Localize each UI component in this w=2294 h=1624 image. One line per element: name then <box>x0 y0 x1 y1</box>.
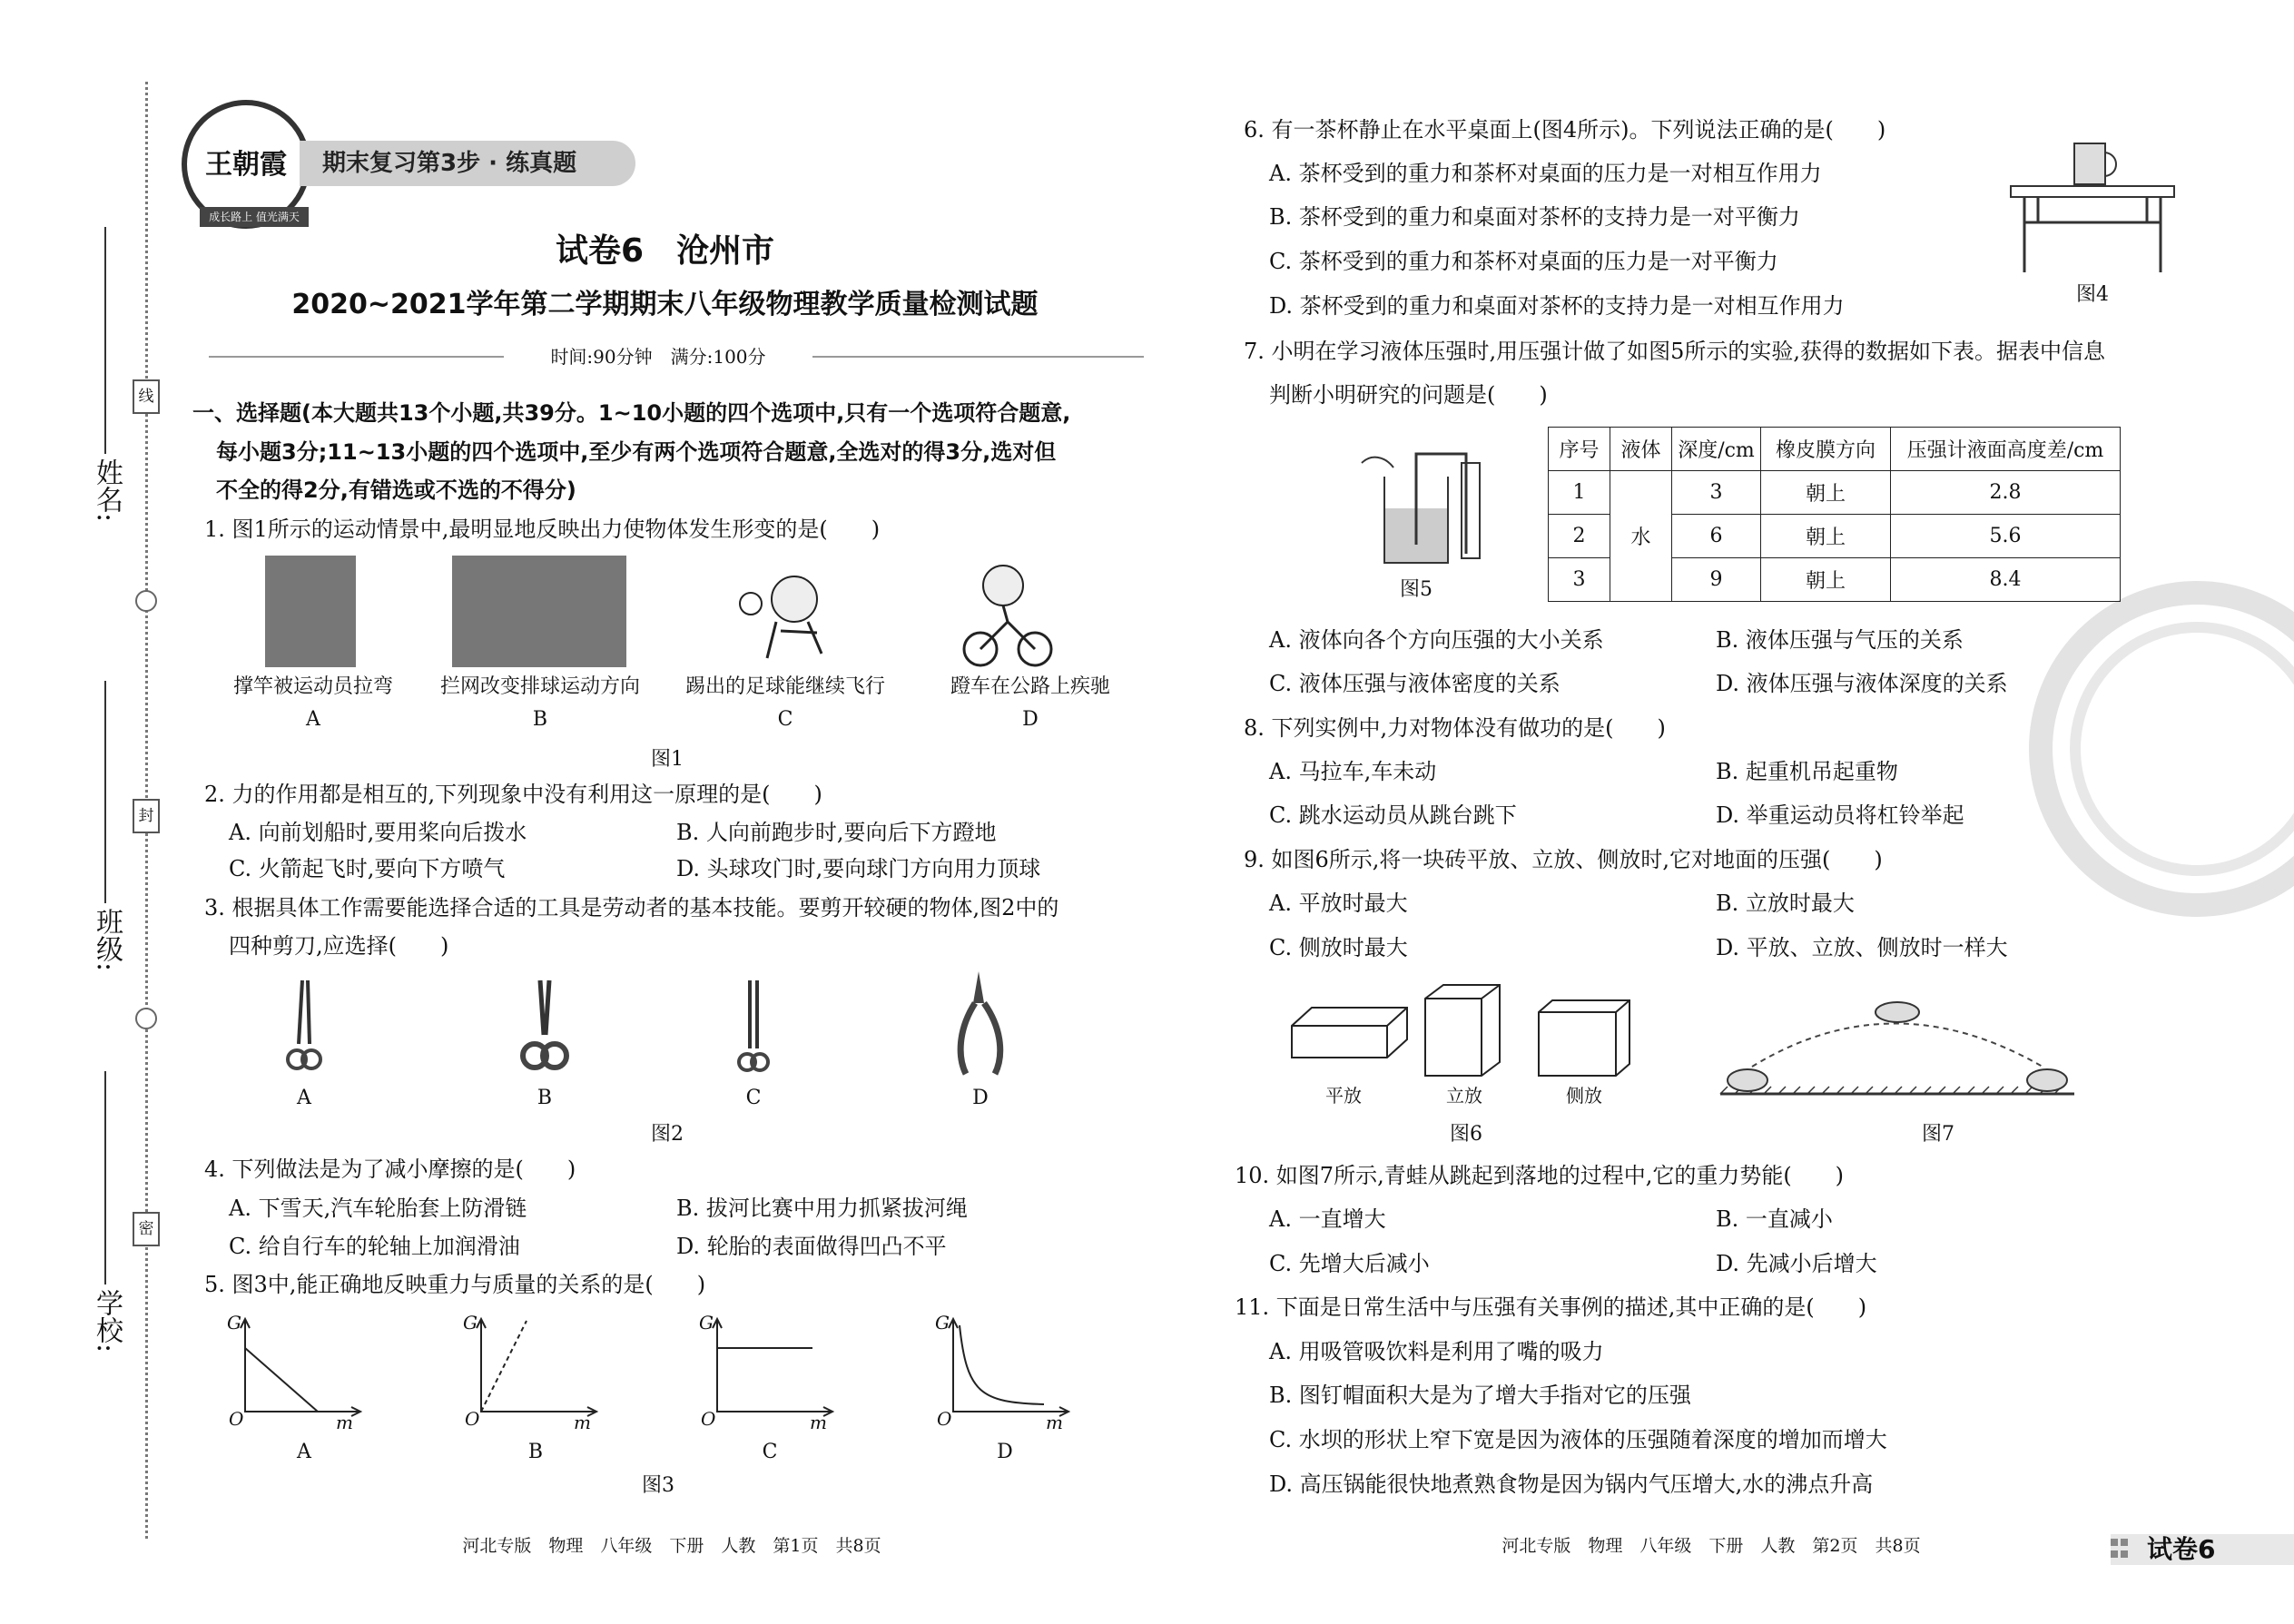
graph-c-origin: O <box>701 1408 716 1430</box>
q6-option-b: B. 茶杯受到的重力和桌面对茶杯的支持力是一对平衡力 <box>1269 204 1800 230</box>
q10-option-a: A. 一直增大 <box>1269 1206 1386 1232</box>
volleyball-photo <box>452 556 626 667</box>
liquid-cell: 水 <box>1610 471 1672 602</box>
q1-option-b-caption: 拦网改变排球运动方向 <box>439 675 640 698</box>
header-cell: 橡皮膜方向 <box>1761 428 1891 471</box>
q7-option-b: B. 液体压强与气压的关系 <box>1716 627 1964 653</box>
margin-dot-2 <box>135 1008 157 1029</box>
q9-option-d: D. 平放、立放、侧放时一样大 <box>1716 935 2008 960</box>
header-cell: 压强计液面高度差/cm <box>1891 428 2121 471</box>
q2-option-d: D. 头球攻门时,要向球门方向用力顶球 <box>676 856 1041 881</box>
q5-stem: 5. 图3中,能正确地反映重力与质量的关系的是( ) <box>204 1272 706 1297</box>
graph-b-m-label: m <box>574 1412 591 1433</box>
q2-option-c: C. 火箭起飞时,要向下方喷气 <box>229 856 506 881</box>
q10-stem: 10. 如图7所示,青蛙从跳起到落地的过程中,它的重力势能( ) <box>1235 1163 1845 1188</box>
q11-option-c: C. 水坝的形状上窄下宽是因为液体的压强随着深度的增加而增大 <box>1269 1427 1887 1452</box>
q7-stem-line-2: 判断小明研究的问题是( ) <box>1269 382 1548 408</box>
q9-option-a: A. 平放时最大 <box>1269 891 1408 916</box>
footer-tag-dots <box>2111 1539 2129 1560</box>
q11-option-a: A. 用吸管吸饮料是利用了嘴的吸力 <box>1269 1339 1604 1364</box>
q2-option-b: B. 人向前跑步时,要向后下方蹬地 <box>676 820 997 845</box>
q10-option-c: C. 先增大后减小 <box>1269 1251 1430 1276</box>
q1-letter-b: B <box>532 708 548 731</box>
graph-a-g-label: G <box>227 1312 241 1334</box>
graph-d-origin: O <box>937 1408 952 1430</box>
q9-option-c: C. 侧放时最大 <box>1269 935 1408 960</box>
graph-b-g-label: G <box>463 1312 478 1334</box>
q8-option-c: C. 跳水运动员从跳台跳下 <box>1269 802 1517 828</box>
q1-letter-a: A <box>306 708 320 731</box>
q4-option-c: C. 给自行车的轮轴上加润滑油 <box>229 1234 520 1259</box>
school-label: 学校: <box>91 1289 123 1353</box>
footer-tag: 试卷6 <box>2147 1534 2216 1564</box>
footer-right: 河北专版 物理 八年级 下册 人教 第2页 共8页 <box>1501 1536 1921 1556</box>
table-cell: 2.8 <box>1891 471 2121 515</box>
figure-4-caption: 图4 <box>2076 283 2109 306</box>
scissors-c-icon <box>735 976 772 1076</box>
graph-a-m-label: m <box>336 1412 353 1433</box>
q7-option-c: C. 液体压强与液体密度的关系 <box>1269 671 1561 696</box>
q4-option-d: D. 轮胎的表面做得凹凸不平 <box>676 1234 947 1259</box>
graph-c-g-label: G <box>699 1312 714 1334</box>
q9-option-b: B. 立放时最大 <box>1716 891 1855 916</box>
figure-1-caption: 图1 <box>651 748 684 771</box>
brick-upright-label: 立放 <box>1446 1085 1482 1107</box>
q6-option-c: C. 茶杯受到的重力和茶杯对桌面的压力是一对平衡力 <box>1269 249 1778 274</box>
q2-stem: 2. 力的作用都是相互的,下列现象中没有利用这一原理的是( ) <box>204 782 822 807</box>
q3-letter-a: A <box>297 1087 311 1109</box>
pressure-data-table <box>1548 427 2121 602</box>
q3-stem-line-2: 四种剪刀,应选择( ) <box>229 933 449 959</box>
q6-option-d: D. 茶杯受到的重力和桌面对茶杯的支持力是一对相互作用力 <box>1269 293 1845 319</box>
graph-b-origin: O <box>465 1408 480 1430</box>
name-underline <box>104 227 106 454</box>
football-cartoon <box>731 558 840 672</box>
name-label: 姓名: <box>91 458 123 523</box>
q9-stem: 9. 如图6所示,将一块砖平放、立放、侧放时,它对地面的压强( ) <box>1244 847 1883 872</box>
figure-2-caption: 图2 <box>651 1123 684 1146</box>
paper-title: 试卷6 沧州市 <box>555 232 775 270</box>
q3-letter-b: B <box>537 1087 553 1109</box>
q8-stem: 8. 下列实例中,力对物体没有做功的是( ) <box>1244 715 1666 741</box>
table-cell: 朝上 <box>1761 515 1891 558</box>
table-cell: 1 <box>1549 471 1610 515</box>
graph-c-m-label: m <box>810 1412 827 1433</box>
table-cell: 5.6 <box>1891 515 2121 558</box>
header-cell: 深度/cm <box>1672 428 1761 471</box>
figure-7-caption: 图7 <box>1922 1123 1954 1146</box>
table-cell: 朝上 <box>1761 471 1891 515</box>
paper-subtitle: 2020~2021学年第二学期期末八年级物理教学质量检测试题 <box>291 289 1039 320</box>
q5-letter-a: A <box>297 1441 311 1463</box>
q8-option-a: A. 马拉车,车未动 <box>1269 759 1437 784</box>
section-line-3: 不全的得2分,有错选或不选的不得分) <box>216 477 576 503</box>
cycling-cartoon <box>953 558 1062 672</box>
table-row <box>1549 471 2121 515</box>
table-header-row <box>1549 428 2121 471</box>
frog-jump-figure <box>1711 989 2079 1107</box>
q11-stem: 11. 下面是日常生活中与压强有关事例的描述,其中正确的是( ) <box>1235 1294 1867 1320</box>
q10-option-b: B. 一直减小 <box>1716 1206 1833 1232</box>
q3-letter-d: D <box>972 1087 989 1109</box>
graph-a-origin: O <box>229 1408 244 1430</box>
q10-option-d: D. 先减小后增大 <box>1716 1251 1877 1276</box>
seal-word-1: 线 <box>133 379 160 414</box>
header-cell: 序号 <box>1549 428 1610 471</box>
q7-option-d: D. 液体压强与液体深度的关系 <box>1716 671 2008 696</box>
q1-option-d-caption: 蹬车在公路上疾驰 <box>950 675 1110 698</box>
q8-option-d: D. 举重运动员将杠铃举起 <box>1716 802 1964 828</box>
q5-letter-c: C <box>762 1441 778 1463</box>
q1-stem: 1. 图1所示的运动情景中,最明显地反映出力使物体发生形变的是( ) <box>204 517 881 542</box>
class-label: 班级: <box>91 908 123 972</box>
section-line-2: 每小题3分;11~13小题的四个选项中,至少有两个选项符合题意,全选对的得3分,选对但 <box>216 439 1057 465</box>
figure-3-caption: 图3 <box>642 1474 674 1497</box>
table-cell: 3 <box>1672 471 1761 515</box>
graph-d-m-label: m <box>1046 1412 1063 1433</box>
pressure-gauge-figure <box>1344 436 1498 572</box>
time-info: 时间:90分钟 满分:100分 <box>504 343 812 370</box>
q1-letter-d: D <box>1022 708 1039 731</box>
q11-option-d: D. 高压锅能很快地煮熟食物是因为锅内气压增大,水的沸点升高 <box>1269 1471 1874 1497</box>
q7-stem-line-1: 7. 小明在学习液体压强时,用压强计做了如图5所示的实验,获得的数据如下表。据表中信息 <box>1244 339 2106 364</box>
table-cell: 6 <box>1672 515 1761 558</box>
figure-5-caption: 图5 <box>1400 578 1433 601</box>
q8-option-b: B. 起重机吊起重物 <box>1716 759 1898 784</box>
q11-option-b: B. 图钉帽面积大是为了增大手指对它的压强 <box>1269 1383 1691 1408</box>
table-cell: 3 <box>1549 558 1610 602</box>
table-cell: 朝上 <box>1761 558 1891 602</box>
q5-letter-b: B <box>527 1441 544 1463</box>
table-with-cup-figure <box>2006 136 2179 281</box>
q1-letter-c: C <box>777 708 793 731</box>
q1-option-c-caption: 踢出的足球能继续飞行 <box>684 675 885 698</box>
table-cell: 2 <box>1549 515 1610 558</box>
banner: 期末复习第3步 · 练真题 <box>300 141 635 186</box>
school-underline <box>104 1071 106 1284</box>
section-line-1: 一、选择题(本大题共13个小题,共39分。1~10小题的四个选项中,只有一个选项符合题意, <box>192 400 1071 426</box>
q4-option-b: B. 拔河比赛中用力抓紧拔河绳 <box>676 1196 968 1221</box>
table-cell: 9 <box>1672 558 1761 602</box>
scissors-a-icon <box>286 976 322 1076</box>
q5-letter-d: D <box>997 1441 1013 1463</box>
figure-6-caption: 图6 <box>1450 1123 1482 1146</box>
q4-stem: 4. 下列做法是为了减小摩擦的是( ) <box>204 1156 576 1182</box>
brick-side-label: 侧放 <box>1566 1085 1602 1107</box>
margin-dot-1 <box>135 590 157 612</box>
q1-option-a-caption: 撑竿被运动员拉弯 <box>232 675 393 698</box>
logo-text: 王朝霞 <box>205 149 287 181</box>
pole-vault-photo <box>265 556 356 667</box>
q4-option-a: A. 下雪天,汽车轮胎套上防滑链 <box>229 1196 527 1221</box>
table-cell: 8.4 <box>1891 558 2121 602</box>
q7-option-a: A. 液体向各个方向压强的大小关系 <box>1269 627 1604 653</box>
bricks-figure <box>1289 980 1643 1080</box>
q6-stem: 6. 有一茶杯静止在水平桌面上(图4所示)。下列说法正确的是( ) <box>1244 117 1886 143</box>
brick-flat-label: 平放 <box>1325 1085 1362 1107</box>
q2-option-a: A. 向前划船时,要用桨向后拨水 <box>229 820 527 845</box>
class-underline <box>104 681 106 903</box>
q3-stem-line-1: 3. 根据具体工作需要能选择合适的工具是劳动者的基本技能。要剪开较硬的物体,图2中的 <box>204 895 1059 920</box>
scissors-d-icon <box>953 967 1008 1080</box>
graph-d-g-label: G <box>935 1312 950 1334</box>
q3-letter-c: C <box>745 1087 762 1109</box>
scissors-b-icon <box>522 976 567 1076</box>
header-cell: 液体 <box>1610 428 1672 471</box>
q6-option-a: A. 茶杯受到的重力和茶杯对桌面的压力是一对相互作用力 <box>1269 161 1822 186</box>
footer-left: 河北专版 物理 八年级 下册 人教 第1页 共8页 <box>462 1536 881 1556</box>
seal-word-3: 密 <box>133 1212 160 1246</box>
seal-word-2: 封 <box>133 799 160 833</box>
logo-ribbon: 成长路上 值光满天 <box>200 207 309 227</box>
